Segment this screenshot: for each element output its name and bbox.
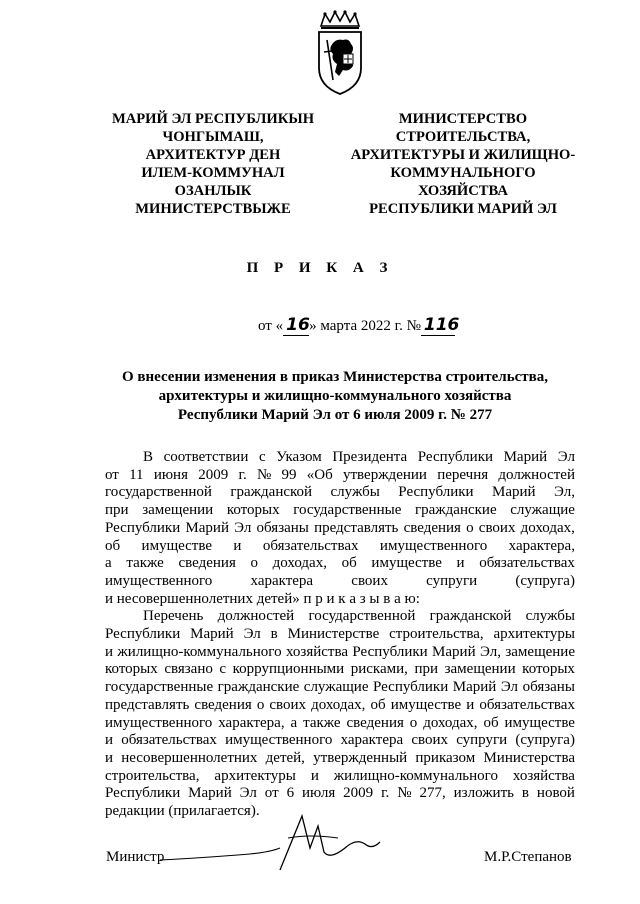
header-right-ministry-name (338, 110, 588, 218)
body-line: имущественного характера своих супруги (супруга) (105, 572, 575, 589)
body-line: Республики Марий Эл от 6 июля 2009 г. № 277, изложить в новой (105, 785, 575, 802)
header-left-line: МАРИЙ ЭЛ РЕСПУБЛИКЫН (111, 111, 315, 127)
body-line: Республики Марий Эл обязаны представлять сведения о своих доходах, (105, 519, 575, 536)
body-line: строительства, архитектуры и жилищно-коммунального хозяйства (105, 767, 575, 784)
body-line: и жилищно-коммунального хозяйства Республики Марий Эл, замещение (105, 643, 575, 660)
date-day-handwritten: 16 (283, 315, 309, 336)
body-line: В соответствии с Указом Президента Республики Марий Эл (143, 449, 575, 465)
body-line: Республики Марий Эл в Министерстве строительства, архитектуры (105, 626, 575, 643)
handwritten-signature (160, 808, 390, 878)
subject-line: О внесении изменения в приказ Министерства строительства, (121, 369, 549, 385)
header-right-line: РЕСПУБЛИКИ МАРИЙ ЭЛ (369, 201, 557, 217)
body-line: и несовершеннолетних детей, утвержденный приказом Министерства (105, 749, 575, 766)
coat-of-arms-icon (313, 10, 367, 96)
body-line: редакции (прилагается). (105, 803, 260, 820)
header-right-line: АРХИТЕКТУРЫ И ЖИЛИЩНО- (350, 147, 576, 163)
header-left-line: ЧОНГЫМАШ, (162, 129, 264, 145)
subject-line: Республики Марий Эл от 6 июля 2009 г. № 277 (177, 407, 493, 423)
document-type-title: П Р И К А З (246, 260, 394, 276)
header-left-line: ОЗАНЛЫК (174, 183, 252, 199)
body-line: Перечень должностей государственной гражданской службы (143, 608, 575, 625)
body-line: представлять сведения о своих доходах, об имуществе и обязательствах (105, 696, 575, 713)
body-line: имущественного характера, а также сведения о доходах, об имуществе (105, 714, 575, 731)
body-line: и обязательствах имущественного характера своих супруги (супруга) (105, 732, 575, 749)
header-left-line: МИНИСТЕРСТВЫЖЕ (135, 201, 291, 217)
header-left-ministry-name (93, 110, 333, 218)
header-right-line: КОММУНАЛЬНОГО (390, 165, 536, 181)
body-line: которых связано с коррупционными рисками, при замещении которых (105, 661, 575, 678)
body-line: а также сведения о доходах, об имуществе и обязательствах (105, 555, 575, 572)
body-line: государственной гражданской службы Республики Марий Эл, (105, 484, 575, 501)
header-right-line: ХОЗЯЙСТВА (418, 183, 508, 199)
order-body-text (105, 449, 575, 821)
body-line: при замещении которых государственные гражданские служащие (105, 502, 575, 519)
header-right-line: МИНИСТЕРСТВО (398, 111, 528, 127)
header-right-line: СТРОИТЕЛЬСТВА, (395, 129, 531, 145)
header-left-line: ИЛЕМ-КОММУНАЛ (141, 165, 285, 181)
subject-line: архитектуры и жилищно-коммунального хозяйства (158, 388, 512, 404)
date-prefix: от « (258, 318, 284, 334)
body-line: об имуществе и обязательствах имущественного характера, (105, 537, 575, 554)
signatory-name: М.Р.Степанов (484, 849, 572, 865)
order-date-line (258, 315, 460, 336)
order-subject (100, 368, 570, 425)
signatory-position: Министр (106, 849, 165, 865)
header-left-line: АРХИТЕКТУР ДЕН (145, 147, 281, 163)
body-line: от 11 июня 2009 г. № 99 «Об утверждении перечня должностей (105, 466, 575, 483)
order-number-handwritten: 116 (421, 315, 455, 336)
body-line: государственные гражданские служащие Республики Марий Эл обязаны (105, 679, 575, 696)
body-line: и несовершеннолетних детей» п р и к а з ы в а ю: (105, 590, 420, 607)
date-middle: » марта 2022 г. № (309, 318, 421, 334)
